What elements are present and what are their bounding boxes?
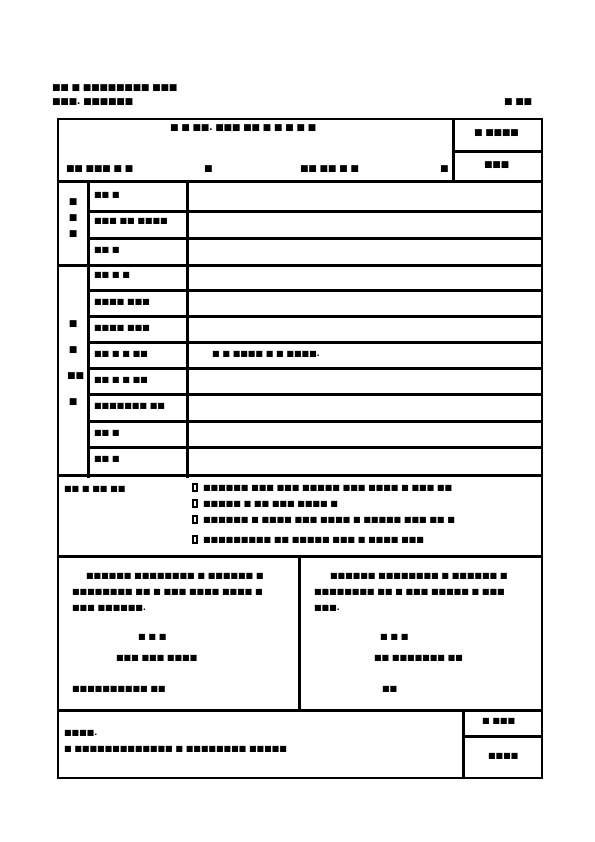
left-declaration-line-1: ■■■■■■ ■■■■■■■■ ■ ■■■■■■ ■ bbox=[86, 571, 264, 580]
title-row2-mid-mark: ■ bbox=[204, 164, 213, 174]
section-a-row-1-label: ■■ ■ bbox=[94, 190, 120, 199]
left-declaration-line-3: ■■■ ■■■■■■. bbox=[72, 603, 146, 612]
title-bottom-rule bbox=[57, 180, 543, 183]
footer-right-bottom: ■■■■ bbox=[488, 751, 519, 760]
section-a-rule-1 bbox=[87, 210, 543, 213]
right-date-marks: ■ ■ ■ bbox=[380, 632, 409, 641]
right-declaration-line-2: ■■■■■■■■ ■■ ■ ■■■ ■■■■■ ■ ■■■ bbox=[314, 587, 505, 596]
footer-right-mid-rule bbox=[462, 735, 543, 738]
left-signature-line[interactable]: ■■■ ■■■ ■■■■ bbox=[116, 653, 198, 662]
section-b-row-7-label: ■■ ■ bbox=[94, 428, 120, 437]
header-line-1: ■■ ■ ■■■■■■■■ ■■■ bbox=[52, 83, 178, 93]
right-signature-line[interactable]: ■■ ■■■■■■■ ■■ bbox=[374, 653, 463, 662]
section-b-field-2[interactable] bbox=[190, 293, 540, 313]
section-b-row-6-label: ■■■■■■■ ■■ bbox=[94, 401, 165, 410]
title-row2-right: ■■ ■■ ■ ■ bbox=[300, 164, 359, 174]
section-a-field-2[interactable] bbox=[190, 214, 540, 235]
section-b-rule-4 bbox=[87, 367, 543, 370]
field-column-divider bbox=[186, 180, 189, 478]
section-d-divider bbox=[298, 555, 301, 710]
section-b-rule-3 bbox=[87, 341, 543, 344]
section-a-rule-2 bbox=[87, 237, 543, 240]
section-a-field-3[interactable] bbox=[190, 241, 540, 262]
title-right-top: ■ ■■■■ bbox=[474, 128, 519, 138]
form-title: ■ ■ ■■. ■■■ ■■ ■ ■ ■ ■ ■ bbox=[170, 123, 316, 133]
right-declaration-line-3: ■■■. bbox=[314, 603, 340, 612]
option-1-checkbox[interactable] bbox=[192, 483, 198, 492]
left-date-marks: ■ ■ ■ bbox=[138, 632, 167, 641]
section-b-row-8-label: ■■ ■ bbox=[94, 454, 120, 463]
footer-right-divider bbox=[462, 709, 465, 779]
section-b-field-5[interactable] bbox=[190, 371, 540, 391]
section-b-rule-1 bbox=[87, 289, 543, 292]
left-declaration-line-2: ■■■■■■■■ ■■ ■ ■■■ ■■■■ ■■■■ ■ bbox=[72, 587, 263, 596]
section-d-bottom-rule bbox=[57, 709, 543, 712]
section-a-field-1[interactable] bbox=[190, 184, 540, 208]
section-a-row-2-label: ■■■ ■■ ■■■■ bbox=[94, 216, 168, 225]
section-b-row-2-label: ■■■■ ■■■ bbox=[94, 297, 150, 306]
section-b-field-8[interactable] bbox=[190, 450, 540, 472]
section-a-vertical-label: ■ ■ ■ bbox=[68, 197, 78, 239]
section-b-rule-5 bbox=[87, 393, 543, 396]
section-b-field-3[interactable] bbox=[190, 319, 540, 339]
right-declaration-line-1: ■■■■■■ ■■■■■■■■ ■ ■■■■■■ ■ bbox=[330, 571, 508, 580]
right-stamp-line: ■■ bbox=[382, 684, 398, 693]
title-right-mid-rule bbox=[452, 150, 543, 153]
footer-right-top: ■ ■■■ bbox=[482, 716, 516, 725]
section-b-row-4-content: ■ ■ ■■■■ ■ ■ ■■■■. bbox=[212, 349, 320, 358]
section-b-field-1[interactable] bbox=[190, 268, 540, 287]
section-b-rule-2 bbox=[87, 315, 543, 318]
title-row2-end-mark: ■ bbox=[440, 164, 449, 174]
label-column-divider bbox=[87, 180, 90, 478]
left-stamp-line: ■■■■■■■■■■ ■■ bbox=[72, 684, 166, 693]
option-2-checkbox[interactable] bbox=[192, 499, 198, 508]
section-b-row-3-label: ■■■■ ■■■ bbox=[94, 323, 150, 332]
option-4-label: ■■■■■■■■■ ■■ ■■■■■ ■■■ ■ ■■■■ ■■■ bbox=[203, 535, 424, 544]
section-c-label: ■■ ■ ■■ ■■ bbox=[64, 484, 126, 493]
section-b-vertical-label: ■ ■ ■■ ■ bbox=[67, 319, 85, 407]
section-b-rule-6 bbox=[87, 420, 543, 423]
option-2-label: ■■■■■ ■ ■■ ■■■ ■■■■ ■ bbox=[203, 499, 338, 508]
option-4-checkbox[interactable] bbox=[192, 535, 198, 544]
section-b-row-1-label: ■■ ■ ■ bbox=[94, 270, 130, 279]
footer-note-label: ■■■■. bbox=[64, 728, 98, 737]
footer-note-text: ■ ■■■■■■■■■■■■■ ■ ■■■■■■■■ ■■■■■ bbox=[64, 744, 287, 753]
title-row2-left: ■■ ■■■ ■ ■ bbox=[66, 164, 133, 174]
section-b-row-5-label: ■■ ■ ■ ■■ bbox=[94, 375, 148, 384]
page-reference: ■ ■■ bbox=[504, 97, 532, 107]
option-3-label: ■■■■■■ ■ ■■■■ ■■■ ■■■■ ■ ■■■■■ ■■■ ■■ ■ bbox=[203, 515, 455, 524]
title-right-bottom: ■■■ bbox=[484, 160, 509, 170]
section-b-bottom-rule bbox=[57, 474, 543, 477]
option-3-checkbox[interactable] bbox=[192, 515, 198, 524]
section-b-field-7[interactable] bbox=[190, 424, 540, 444]
option-1-label: ■■■■■■ ■■■ ■■■ ■■■■■ ■■■ ■■■■ ■ ■■■ ■■ bbox=[203, 483, 453, 492]
section-b-field-6[interactable] bbox=[190, 397, 540, 418]
section-b-rule-7 bbox=[87, 446, 543, 449]
section-b-row-4-label: ■■ ■ ■ ■■ bbox=[94, 349, 148, 358]
section-a-row-3-label: ■■ ■ bbox=[94, 245, 120, 254]
header-line-2: ■■■. ■■■■■■ bbox=[52, 97, 133, 107]
section-a-bottom-rule bbox=[57, 264, 543, 267]
